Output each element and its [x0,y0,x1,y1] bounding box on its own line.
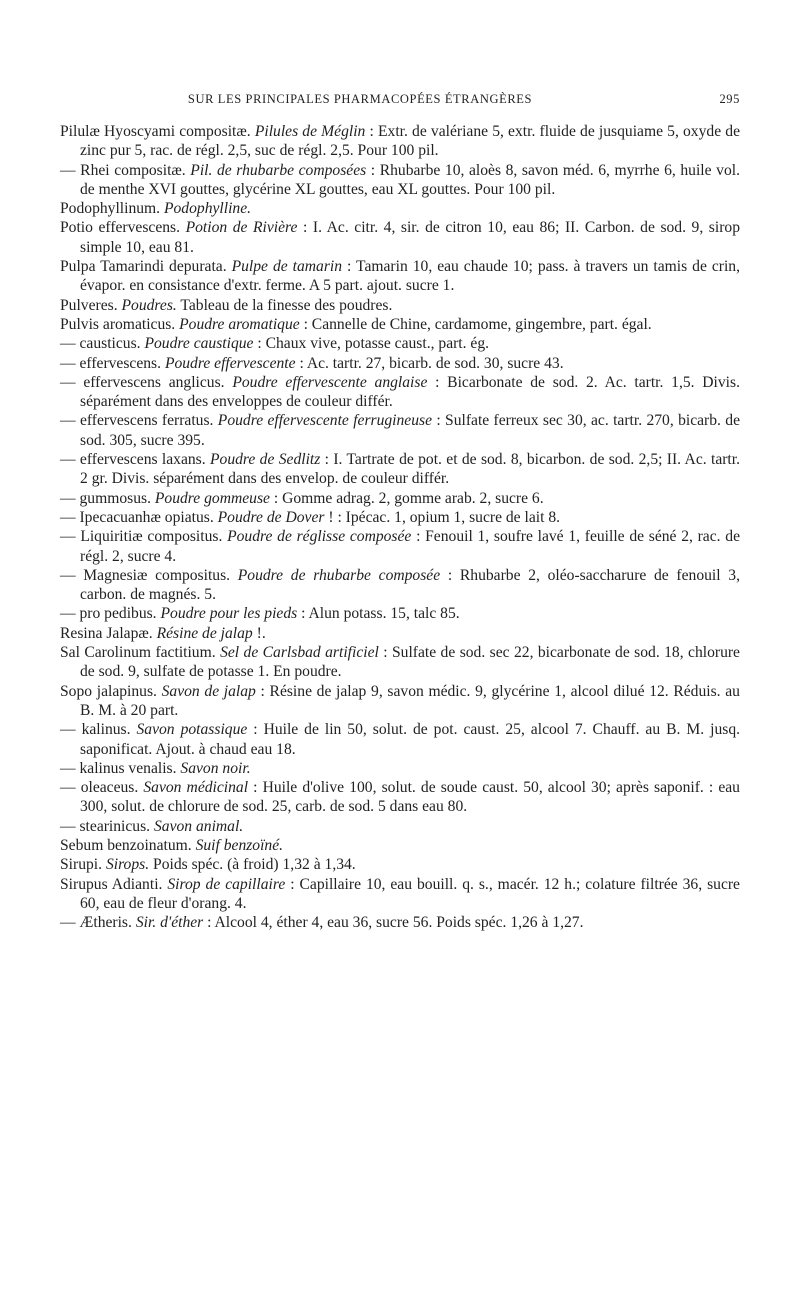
french-name: Savon noir. [180,759,251,777]
formulary-entry [60,411,740,450]
recipe-text: : Rhubarbe 10, aloès 8, savon méd. 6, myrrhe 6, huile vol. de menthe XVI gouttes, glycérine XL gouttes, eau XL gouttes. Pour 100 pil. [80,161,740,198]
running-head [60,92,740,112]
french-name: Potion de Rivière [185,219,298,237]
latin-name: Sebum benzoinatum. [60,836,192,854]
recipe-text: : Chaux vive, potasse caust., part. ég. [253,335,490,353]
recipe-text: : Alcool 4, éther 4, eau 36, sucre 56. Poids spéc. 1,26 à 1,27. [203,914,584,932]
french-name: Pilules de Méglin [254,123,366,140]
latin-name: — Liquiritiæ compositus. [60,528,223,546]
formulary-entry [60,720,740,759]
latin-name: — pro pedibus. [60,605,157,623]
formulary-entry [60,604,740,623]
french-name: Savon animal. [153,817,244,835]
formulary-entry [60,836,740,855]
formulary-entry [60,161,740,200]
formulary-entry [60,315,740,334]
formulary-entry [60,122,740,161]
french-name: Poudre de rhubarbe composée [237,566,441,584]
recipe-text: : Gomme adrag. 2, gomme arab. 2, sucre 6. [269,489,544,507]
french-name: Poudres. [121,296,177,314]
recipe-text: : I. Tartrate de pot. et de sod. 8, bicarbon. de sod. 2,5; II. Ac. tartr. 2 gr. Divis. séparément dans des envelop. de couleur différ. [80,451,740,488]
latin-name: Pulvis aromaticus. [60,315,176,333]
french-name: Podophylline. [163,200,252,218]
latin-name: Podophyllinum. [60,200,161,218]
formulary-entry [60,218,740,257]
french-name: Pulpe de tamarin [231,258,343,276]
formulary-entry [60,759,740,778]
formulary-entry [60,354,740,373]
latin-name: — effervescens. [60,354,162,372]
formulary-entry [60,450,740,489]
french-name: Poudre gommeuse [154,489,270,507]
french-name: Savon potassique [136,721,248,739]
recipe-text: Tableau de la finesse des poudres. [176,296,393,314]
formulary-entry [60,334,740,353]
latin-name: — stearinicus. [60,817,151,835]
recipe-text: : Bicarbonate de sod. 2. Ac. tartr. 1,5. Divis. séparément dans des enveloppes de couleur différ. [80,373,740,411]
recipe-text: : Résine de jalap 9, savon médic. 9, glycérine 1, alcool dilué 12. Réduis. au B. M. à 20 part. [80,682,740,719]
french-name: Sir. d'éther [135,914,204,932]
page-number: 295 [719,92,740,106]
latin-name: Resina Jalapæ. [60,624,153,642]
formulary-entries [60,122,740,932]
french-name: Poudre de Dover [217,508,325,526]
french-name: Poudre pour les pieds [160,605,298,623]
latin-name: — Ætheris. [60,914,132,932]
recipe-text: : Huile de lin 50, solut. de pot. caust. 25, alcool 7. Chauff. au B. M. jusq. saponificat. Ajout. à chaud eau 18. [80,721,741,758]
latin-name: — gummosus. [60,489,151,507]
latin-name: — effervescens ferratus. [60,412,214,430]
formulary-entry [60,199,740,218]
formulary-entry [60,855,740,874]
french-name: Poudre de réglisse composée [227,528,412,546]
latin-name: Sopo jalapinus. [60,682,157,700]
latin-name: Pulpa Tamarindi depurata. [60,258,227,276]
recipe-text: : Extr. de valériane 5, extr. fluide de jusquiame 5, oxyde de zinc pur 5, rac. de régl. 2,5, suc de régl. 2,5. Pour 100 pil. [80,123,740,160]
latin-name: — kalinus. [60,721,131,739]
recipe-text: ! : Ipécac. 1, opium 1, sucre de lait 8. [324,508,561,526]
formulary-entry [60,489,740,508]
latin-name: — effervescens anglicus. [60,373,225,391]
recipe-text: : Huile d'olive 100, solut. de soude caust. 50, alcool 30; après saponif. : eau 300, solut. de chlorure de sod. 25, carb. de sod. 5 dans eau 80. [80,779,740,816]
recipe-text: : Tamarin 10, eau chaude 10; pass. à travers un tamis de crin, évapor. en consistance d'extr. ferme. A 5 part. ajout. sucre 1. [80,258,740,295]
formulary-entry [60,508,740,527]
recipe-text: : Rhubarbe 2, oléo-saccharure de fenouil 3, carbon. de magnés. 5. [80,566,740,604]
recipe-text: !. [252,624,266,642]
recipe-text: : Alun potass. 15, talc 85. [297,605,460,623]
latin-name: — kalinus venalis. [60,759,177,777]
latin-name: Sal Carolinum factitium. [60,644,216,662]
french-name: Poudre de Sedlitz [210,451,321,469]
french-name: Poudre aromatique [179,315,300,333]
formulary-entry [60,817,740,836]
running-title: SUR LES PRINCIPALES PHARMACOPÉES ÉTRANGÈRES [187,92,533,106]
recipe-text: : Ac. tartr. 27, bicarb. de sod. 30, sucre 43. [295,354,564,372]
latin-name: Pilulæ Hyoscyami compositæ. [60,123,251,140]
latin-name: — causticus. [60,335,141,353]
formulary-entry [60,913,740,932]
french-name: Pil. de rhubarbe composées [190,161,367,179]
recipe-text: Poids spéc. (à froid) 1,32 à 1,34. [149,856,356,874]
recipe-text: : Capillaire 10, eau bouill. q. s., macér. 12 h.; colature filtrée 36, sucre 60, eau de fleur d'orang. 4. [80,875,740,912]
latin-name: Sirupi. [60,856,103,874]
formulary-entry [60,527,740,566]
french-name: Savon médicinal [143,779,249,797]
recipe-text: : I. Ac. citr. 4, sir. de citron 10, eau 86; II. Carbon. de sod. 9, sirop simple 10, eau 81. [80,219,740,256]
latin-name: Sirupus Adianti. [60,875,163,893]
french-name: Poudre effervescente ferrugineuse [217,412,433,430]
formulary-entry [60,778,740,817]
formulary-entry [60,296,740,315]
formulary-entry [60,875,740,914]
formulary-entry [60,566,740,605]
latin-name: — Magnesiæ compositus. [60,566,231,584]
latin-name: — effervescens laxans. [60,451,206,469]
latin-name: — oleaceus. [60,779,139,797]
french-name: Savon de jalap [161,682,256,700]
latin-name: Potio effervescens. [60,219,181,237]
recipe-text: : Sulfate ferreux sec 30, ac. tartr. 270, bicarb. de sod. 305, sucre 395. [80,412,740,449]
formulary-entry [60,643,740,682]
french-name: Poudre effervescente anglaise [232,373,428,391]
french-name: Suif benzoïné. [195,836,284,854]
recipe-text: : Cannelle de Chine, cardamome, gingembre, part. égal. [299,315,652,333]
latin-name: — Rhei compositæ. [60,161,186,179]
french-name: Sirops. [105,856,150,874]
formulary-entry [60,624,740,643]
formulary-entry [60,373,740,412]
latin-name: Pulveres. [60,296,118,314]
french-name: Poudre effervescente [164,354,296,372]
french-name: Sirop de capillaire [167,875,286,893]
french-name: Sel de Carlsbad artificiel [220,644,379,662]
recipe-text: : Sulfate de sod. sec 22, bicarbonate de sod. 18, chlorure de sod. 9, sulfate de potasse 1. En poudre. [80,644,740,681]
formulary-entry [60,257,740,296]
french-name: Résine de jalap [156,624,253,642]
latin-name: — Ipecacuanhæ opiatus. [60,508,214,526]
formulary-entry [60,682,740,721]
recipe-text: : Fenouil 1, soufre lavé 1, feuille de séné 2, rac. de régl. 2, sucre 4. [80,528,740,565]
french-name: Poudre caustique [144,335,254,353]
